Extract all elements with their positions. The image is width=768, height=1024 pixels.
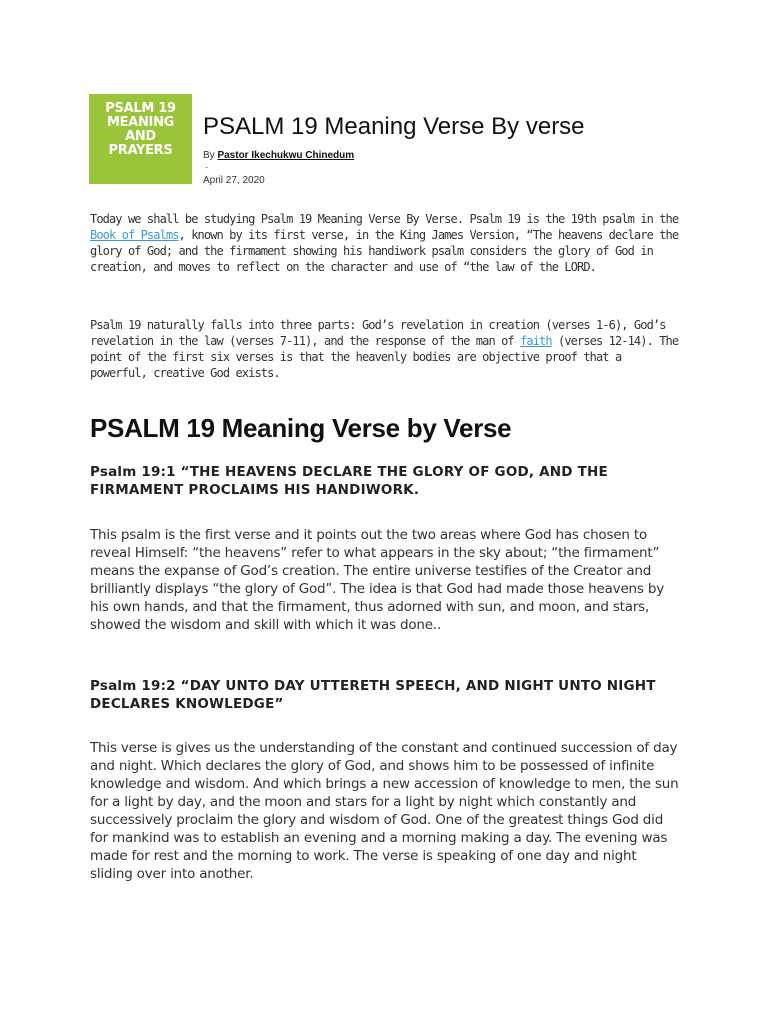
byline-separator: - [205,162,208,172]
book-of-psalms-link[interactable]: Book of Psalms [90,228,179,242]
section-heading: PSALM 19 Meaning Verse by Verse [90,413,512,443]
intro-text: Psalm 19 naturally falls into three parts: God’s revelation in creation (verses 1-6), God’s revelation in the law (verses 7-11), and the response of the man of [90,318,666,348]
intro-paragraph-2 [90,317,680,381]
post-thumbnail[interactable] [89,94,192,184]
post-title: PSALM 19 Meaning Verse By verse [203,113,585,140]
post-date: April 27, 2020 [203,175,265,186]
author-link[interactable]: Pastor Ikechukwu Chinedum [217,150,355,161]
verse-2-heading: Psalm 19:2 “DAY UNTO DAY UTTERETH SPEECH, AND NIGHT UNTO NIGHT DECLARES KNOWLEDGE” [90,678,656,712]
verse-1-heading: Psalm 19:1 “THE HEAVENS DECLARE THE GLORY OF GOD, AND THE FIRMAMENT PROCLAIMS HIS HANDIWORK. [90,464,608,498]
thumbnail-line: AND [125,129,156,144]
thumbnail-line: PSALM 19 [105,101,176,116]
intro-paragraph-1 [90,211,680,275]
verse-1-body: This psalm is the first verse and it points out the two areas where God has chosen to reveal Himself: “the heavens” refer to what appears in the sky about; “the firmament” means the expanse of God’s creation. The entire universe testifies of the Creator and brilliantly displays “the glory of God”. The idea is that God had made those heavens by his own hands, and that the firmament, thus adorned with sun, and moon, and stars, showed the wisdom and skill with which it was done.. [90,527,664,633]
byline [203,150,354,161]
thumbnail-line: MEANING [106,115,175,130]
intro-text: , known by its first verse, in the King James Version, “The heavens declare the glory of God; and the firmament showing his handiwork psalm considers the glory of God in creation, and moves to reflect on the character and use of “the law of the LORD. [90,228,679,274]
intro-text: Today we shall be studying Psalm 19 Meaning Verse By Verse. Psalm 19 is the 19th psalm in the [90,212,679,226]
thumbnail-line: PRAYERS [108,143,173,158]
faith-link[interactable]: faith [520,334,552,348]
verse-2-body: This verse is gives us the understanding of the constant and continued succession of day and night. Which declares the glory of God, and shows him to be possessed of infinite knowledge and wisdom. And which brings a new accession of knowledge to men, the sun for a light by day, and the moon and stars for a light by night which constantly and successively proclaim the glory and wisdom of God. One of the greatest things God did for mankind was to establish an evening and a morning making a day. The evening was made for rest and the morning to work. The verse is speaking of one day and night sliding over into another. [90,740,679,882]
intro-text: (verses 12-14). The point of the first six verses is that the heavenly bodies are objective proof that a powerful, creative God exists. [90,334,679,380]
by-label: By [203,150,215,161]
